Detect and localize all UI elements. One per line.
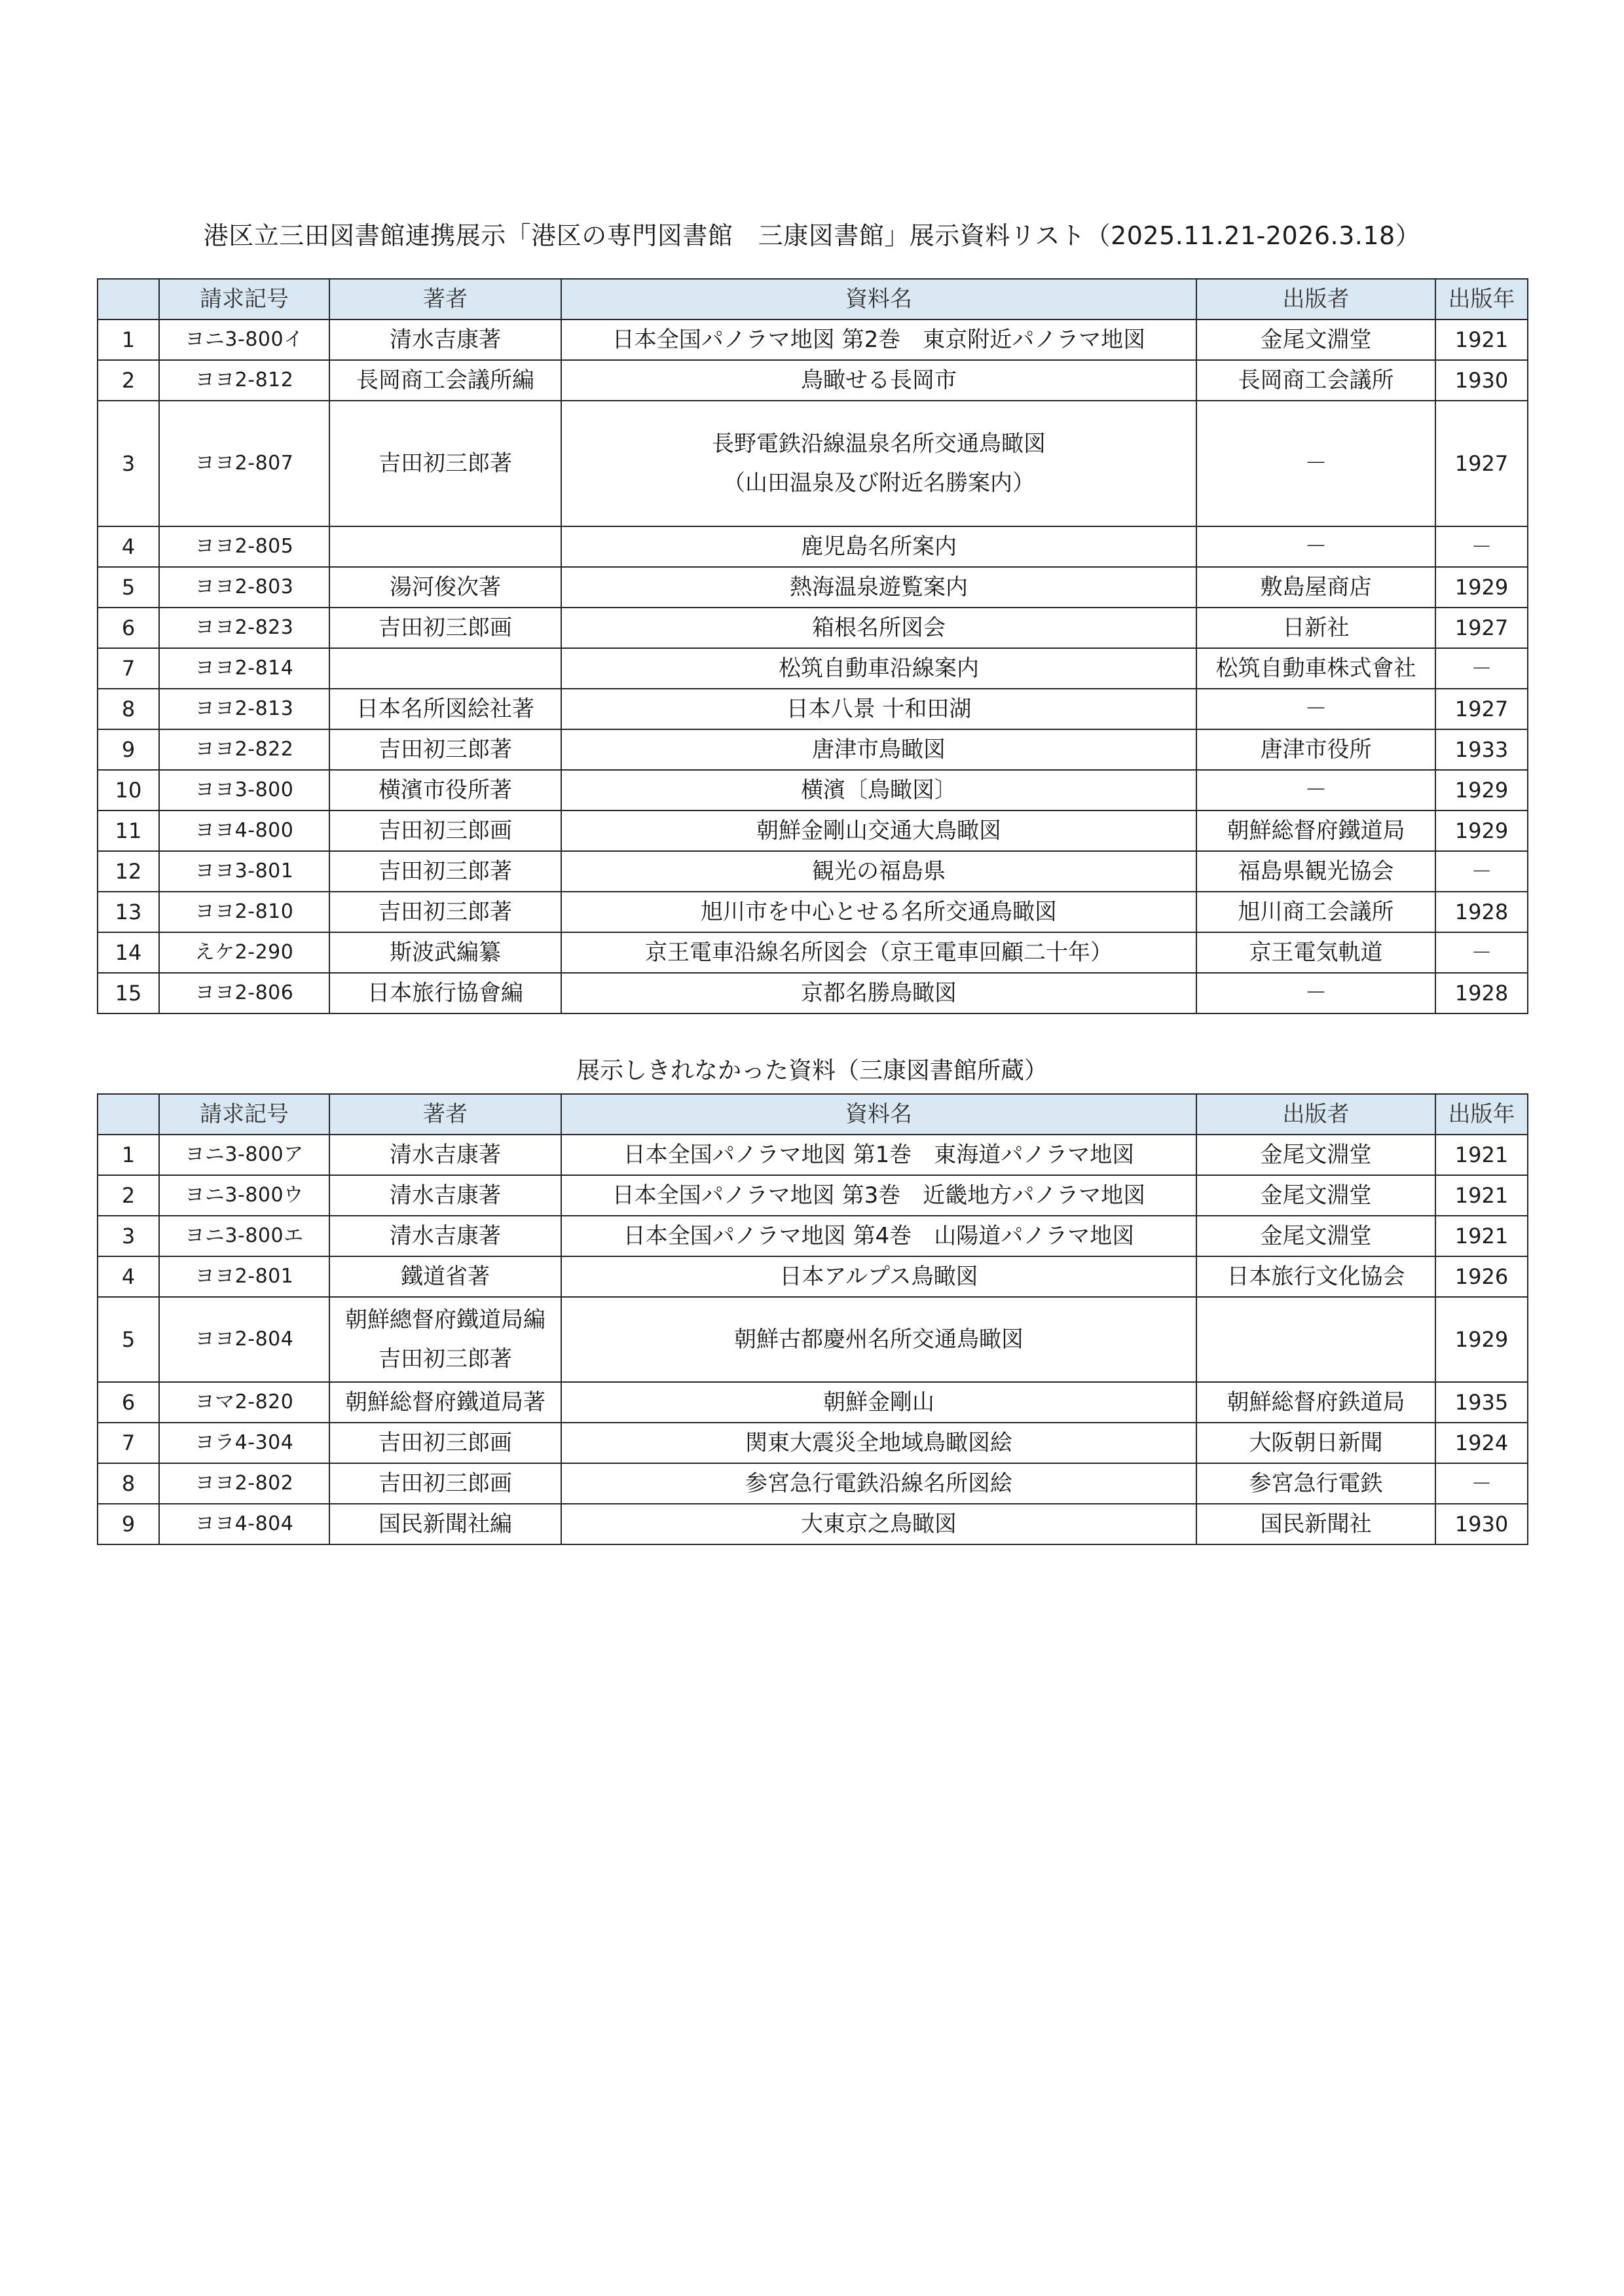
- material-title: [561, 360, 1196, 401]
- publication-year: －: [1435, 526, 1528, 567]
- extra-table: [97, 1093, 1528, 1545]
- author: 日本名所図絵社著: [329, 689, 561, 729]
- row-number: 7: [98, 648, 159, 689]
- author: [329, 526, 561, 567]
- table-row: [98, 729, 1528, 770]
- material-title: [561, 567, 1196, 608]
- author: [329, 1297, 561, 1382]
- author-line: 清水吉康著: [390, 1223, 501, 1249]
- publisher: [1196, 1297, 1435, 1382]
- table-row: [98, 932, 1528, 973]
- publisher: 金尾文淵堂: [1196, 1135, 1435, 1175]
- publisher: 日本旅行文化協会: [1196, 1256, 1435, 1297]
- row-number: 14: [98, 932, 159, 973]
- table-row: [98, 1423, 1528, 1463]
- author-line-2: 吉田初三郎著: [378, 1346, 512, 1372]
- call-number: ヨヨ2-802: [159, 1463, 329, 1504]
- row-number: 6: [98, 608, 159, 648]
- table-row: [98, 648, 1528, 689]
- table-row: [98, 401, 1528, 526]
- author: 吉田初三郎画: [329, 811, 561, 851]
- author: 吉田初三郎画: [329, 608, 561, 648]
- row-number: 9: [98, 1504, 159, 1544]
- material-title-line: 熱海温泉遊覧案内: [790, 574, 968, 600]
- call-number: ヨニ3-800ウ: [159, 1175, 329, 1216]
- publication-year: 1933: [1435, 729, 1528, 770]
- table-row: [98, 1382, 1528, 1423]
- table-row: [98, 1463, 1528, 1504]
- material-subtitle-line: （山田温泉及び附近名勝案内）: [723, 470, 1035, 496]
- material-title: [561, 973, 1196, 1013]
- call-number: ヨヨ2-807: [159, 401, 329, 526]
- publisher: 旭川商工会議所: [1196, 892, 1435, 932]
- call-number: ヨヨ2-801: [159, 1256, 329, 1297]
- row-number: 6: [98, 1382, 159, 1423]
- call-number: ヨヨ3-800: [159, 770, 329, 811]
- material-title-line: 鹿児島名所案内: [801, 534, 957, 560]
- material-title: [561, 892, 1196, 932]
- call-number: ヨヨ2-822: [159, 729, 329, 770]
- publisher: 国民新聞社: [1196, 1504, 1435, 1544]
- table-row: [98, 1216, 1528, 1256]
- publication-year: 1924: [1435, 1423, 1528, 1463]
- author: [329, 1382, 561, 1423]
- author-line: 吉田初三郎画: [378, 1430, 512, 1456]
- table-row: [98, 770, 1528, 811]
- author: 吉田初三郎著: [329, 851, 561, 892]
- row-number: 1: [98, 1135, 159, 1175]
- material-title: 朝鮮古都慶州名所交通鳥瞰図: [561, 1297, 1196, 1382]
- publication-year: 1921: [1435, 1175, 1528, 1216]
- publication-year: 1926: [1435, 1256, 1528, 1297]
- material-title: 日本全国パノラマ地図 第4巻 山陽道パノラマ地図: [561, 1216, 1196, 1256]
- row-number: 8: [98, 689, 159, 729]
- material-title-line: 日本全国パノラマ地図 第2巻 東京附近パノラマ地図: [612, 327, 1146, 353]
- author-line: 朝鮮総督府鐵道局著: [345, 1389, 545, 1415]
- header-call-number: 請求記号: [159, 1094, 329, 1135]
- publisher: 松筑自動車株式會社: [1196, 648, 1435, 689]
- publisher: 朝鮮総督府鉄道局: [1196, 1382, 1435, 1423]
- publication-year: 1921: [1435, 319, 1528, 360]
- header-year: 出版年: [1435, 1094, 1528, 1135]
- row-number: 2: [98, 360, 159, 401]
- material-title: [561, 608, 1196, 648]
- call-number: ヨラ4-304: [159, 1423, 329, 1463]
- table-row: [98, 1175, 1528, 1216]
- table-row: [98, 1297, 1528, 1382]
- call-number: ヨマ2-820: [159, 1382, 329, 1423]
- table-row: [98, 892, 1528, 932]
- author-line: 朝鮮總督府鐵道局編: [345, 1307, 545, 1333]
- row-number: 1: [98, 319, 159, 360]
- author: 長岡商工会議所編: [329, 360, 561, 401]
- table-row: [98, 567, 1528, 608]
- publisher: －: [1196, 689, 1435, 729]
- publication-year: 1930: [1435, 360, 1528, 401]
- author: 吉田初三郎著: [329, 892, 561, 932]
- table-row: [98, 360, 1528, 401]
- material-title: [561, 729, 1196, 770]
- call-number: ヨヨ2-803: [159, 567, 329, 608]
- row-number: 10: [98, 770, 159, 811]
- header-title: 資料名: [561, 279, 1196, 319]
- publication-year: 1929: [1435, 567, 1528, 608]
- table-row: [98, 526, 1528, 567]
- publication-year: 1929: [1435, 811, 1528, 851]
- material-title: 大東京之鳥瞰図: [561, 1504, 1196, 1544]
- call-number: ヨニ3-800イ: [159, 319, 329, 360]
- table-row: [98, 811, 1528, 851]
- material-title: [561, 689, 1196, 729]
- publisher: 敷島屋商店: [1196, 567, 1435, 608]
- author: 吉田初三郎著: [329, 401, 561, 526]
- table-row: [98, 973, 1528, 1013]
- call-number: ヨヨ2-806: [159, 973, 329, 1013]
- material-title-line: 京都名勝鳥瞰図: [801, 980, 957, 1006]
- row-number: 13: [98, 892, 159, 932]
- publisher: 福島県観光協会: [1196, 851, 1435, 892]
- publisher: 金尾文淵堂: [1196, 319, 1435, 360]
- table-row: [98, 1135, 1528, 1175]
- publication-year: －: [1435, 932, 1528, 973]
- publisher: －: [1196, 770, 1435, 811]
- header-call-number: 請求記号: [159, 279, 329, 319]
- table-row: [98, 851, 1528, 892]
- header-publisher: 出版者: [1196, 279, 1435, 319]
- material-title: 参宮急行電鉄沿線名所図絵: [561, 1463, 1196, 1504]
- call-number: ヨヨ2-823: [159, 608, 329, 648]
- publisher: 京王電気軌道: [1196, 932, 1435, 973]
- row-number: 5: [98, 1297, 159, 1382]
- material-title: [561, 319, 1196, 360]
- material-title: 朝鮮金剛山: [561, 1382, 1196, 1423]
- publication-year: 1929: [1435, 1297, 1528, 1382]
- material-title: [561, 648, 1196, 689]
- header-year: 出版年: [1435, 279, 1528, 319]
- material-title-line: 鳥瞰せる長岡市: [801, 367, 957, 393]
- call-number: えケ2-290: [159, 932, 329, 973]
- header-publisher: 出版者: [1196, 1094, 1435, 1135]
- author-line: 清水吉康著: [390, 1182, 501, 1209]
- author-line: 清水吉康著: [390, 1142, 501, 1168]
- table-header: [98, 279, 1528, 319]
- author: 日本旅行協會編: [329, 973, 561, 1013]
- publication-year: －: [1435, 648, 1528, 689]
- publisher: －: [1196, 526, 1435, 567]
- header-author: 著者: [329, 279, 561, 319]
- call-number: ヨヨ3-801: [159, 851, 329, 892]
- publisher: 金尾文淵堂: [1196, 1216, 1435, 1256]
- call-number: ヨヨ2-805: [159, 526, 329, 567]
- call-number: ヨヨ4-800: [159, 811, 329, 851]
- material-title-line: 観光の福島県: [812, 858, 946, 884]
- row-number: 11: [98, 811, 159, 851]
- row-number: 4: [98, 526, 159, 567]
- author-line: 国民新聞社編: [378, 1511, 512, 1537]
- author: 横濱市役所著: [329, 770, 561, 811]
- publisher: 長岡商工会議所: [1196, 360, 1435, 401]
- author: [329, 1463, 561, 1504]
- publication-year: 1921: [1435, 1216, 1528, 1256]
- material-title: [561, 401, 1196, 526]
- author-line: 吉田初三郎画: [378, 1470, 512, 1497]
- publication-year: 1935: [1435, 1382, 1528, 1423]
- table-row: [98, 1504, 1528, 1544]
- table-row: [98, 1256, 1528, 1297]
- material-title-line: 横濱〔鳥瞰図〕: [801, 777, 957, 803]
- author: [329, 1216, 561, 1256]
- header-author: 著者: [329, 1094, 561, 1135]
- author: [329, 648, 561, 689]
- publisher: 唐津市役所: [1196, 729, 1435, 770]
- material-title: 関東大震災全地域鳥瞰図絵: [561, 1423, 1196, 1463]
- row-number: 15: [98, 973, 159, 1013]
- exhibit-table: [97, 278, 1528, 1014]
- section-title: 展示しきれなかった資料（三康図書館所蔵）: [576, 1057, 1048, 1084]
- publisher: －: [1196, 973, 1435, 1013]
- material-title: [561, 811, 1196, 851]
- row-number: 3: [98, 401, 159, 526]
- publisher: 参宮急行電鉄: [1196, 1463, 1435, 1504]
- material-title: [561, 526, 1196, 567]
- table-row: [98, 689, 1528, 729]
- call-number: ヨヨ2-810: [159, 892, 329, 932]
- material-title: [561, 932, 1196, 973]
- material-title-line: 日本八景 十和田湖: [786, 696, 972, 722]
- row-number: 12: [98, 851, 159, 892]
- author: 湯河俊次著: [329, 567, 561, 608]
- material-title-line: 旭川市を中心とせる名所交通鳥瞰図: [701, 899, 1057, 925]
- header-no: [98, 279, 159, 319]
- author: [329, 1175, 561, 1216]
- publisher: 朝鮮総督府鐵道局: [1196, 811, 1435, 851]
- page-title: 港区立三田図書館連携展示「港区の専門図書館 三康図書館」展示資料リスト（2025.11.21-2026.3.18）: [203, 221, 1421, 250]
- publisher: 大阪朝日新聞: [1196, 1423, 1435, 1463]
- author: [329, 1423, 561, 1463]
- material-title: 日本全国パノラマ地図 第1巻 東海道パノラマ地図: [561, 1135, 1196, 1175]
- publication-year: 1929: [1435, 770, 1528, 811]
- material-title: [561, 851, 1196, 892]
- material-title: 日本アルプス鳥瞰図: [561, 1256, 1196, 1297]
- publisher: 金尾文淵堂: [1196, 1175, 1435, 1216]
- publication-year: －: [1435, 851, 1528, 892]
- publication-year: 1928: [1435, 892, 1528, 932]
- header-title: 資料名: [561, 1094, 1196, 1135]
- author: 清水吉康著: [329, 319, 561, 360]
- publication-year: 1927: [1435, 401, 1528, 526]
- table-row: [98, 608, 1528, 648]
- row-number: 7: [98, 1423, 159, 1463]
- call-number: ヨヨ2-814: [159, 648, 329, 689]
- header-no: [98, 1094, 159, 1135]
- material-title: [561, 770, 1196, 811]
- row-number: 3: [98, 1216, 159, 1256]
- author-line: 鐵道省著: [401, 1264, 490, 1290]
- call-number: ヨヨ2-812: [159, 360, 329, 401]
- call-number: ヨヨ4-804: [159, 1504, 329, 1544]
- row-number: 8: [98, 1463, 159, 1504]
- material-title-line: 朝鮮金剛山交通大鳥瞰図: [756, 818, 1001, 844]
- call-number: ヨニ3-800ア: [159, 1135, 329, 1175]
- publication-year: 1927: [1435, 689, 1528, 729]
- material-title: 日本全国パノラマ地図 第3巻 近畿地方パノラマ地図: [561, 1175, 1196, 1216]
- author: [329, 1504, 561, 1544]
- row-number: 9: [98, 729, 159, 770]
- material-title-line: 長野電鉄沿線温泉名所交通鳥瞰図: [712, 431, 1046, 457]
- row-number: 5: [98, 567, 159, 608]
- publication-year: 1921: [1435, 1135, 1528, 1175]
- material-title-line: 京王電車沿線名所図会（京王電車回顧二十年）: [645, 939, 1113, 966]
- table-header: [98, 1094, 1528, 1135]
- author: 吉田初三郎著: [329, 729, 561, 770]
- publisher: －: [1196, 401, 1435, 526]
- publication-year: 1927: [1435, 608, 1528, 648]
- call-number: ヨヨ2-804: [159, 1297, 329, 1382]
- call-number: ヨニ3-800エ: [159, 1216, 329, 1256]
- publication-year: 1930: [1435, 1504, 1528, 1544]
- author: [329, 1135, 561, 1175]
- publication-year: 1928: [1435, 973, 1528, 1013]
- publication-year: －: [1435, 1463, 1528, 1504]
- table-row: [98, 319, 1528, 360]
- publisher: 日新社: [1196, 608, 1435, 648]
- author: 斯波武編纂: [329, 932, 561, 973]
- material-title-line: 唐津市鳥瞰図: [812, 737, 946, 763]
- row-number: 2: [98, 1175, 159, 1216]
- call-number: ヨヨ2-813: [159, 689, 329, 729]
- material-title-line: 箱根名所図会: [812, 615, 946, 641]
- material-title-line: 松筑自動車沿線案内: [779, 655, 979, 682]
- row-number: 4: [98, 1256, 159, 1297]
- author: [329, 1256, 561, 1297]
